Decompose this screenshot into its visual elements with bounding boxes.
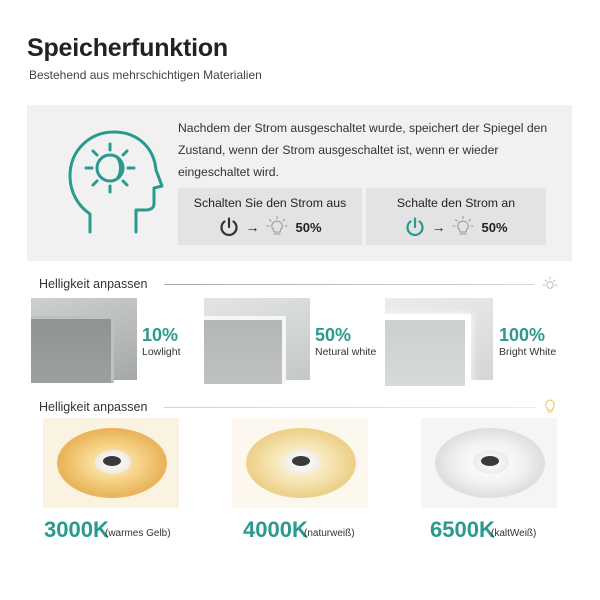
color-temp-label: Helligkeit anpassen bbox=[39, 400, 148, 414]
bulb-icon bbox=[450, 216, 476, 238]
head-sun-moon-icon bbox=[50, 120, 168, 238]
brightness-name-lowlight: Lowlight bbox=[142, 346, 181, 358]
color-temp-value-6500k: 6500K bbox=[430, 517, 495, 542]
page-title: Speicherfunktion bbox=[27, 34, 228, 62]
brightness-image-lowlight bbox=[31, 298, 137, 380]
color-temp-value-3000k: 3000K bbox=[44, 517, 109, 542]
brightness-label: Helligkeit anpassen bbox=[39, 277, 148, 291]
color-temp-rule bbox=[164, 407, 536, 408]
power-off-value: 50% bbox=[295, 219, 322, 235]
brightness-value-10: 10% bbox=[142, 325, 179, 345]
brightness-name-neutral: Netural white bbox=[315, 346, 377, 358]
brightness-value-50: 50% bbox=[315, 325, 352, 345]
power-on-value: 50% bbox=[481, 219, 508, 235]
power-on-label: Schalte den Strom an bbox=[396, 196, 516, 210]
power-off-card bbox=[178, 188, 362, 245]
color-temp-name-warm: (warmes Gelb) bbox=[105, 528, 171, 539]
brightness-value-100: 100% bbox=[499, 325, 546, 345]
led-strip-image-warm bbox=[43, 418, 179, 508]
power-icon bbox=[404, 216, 426, 238]
sun-small-icon bbox=[541, 276, 559, 292]
bulb-small-icon bbox=[542, 397, 558, 415]
led-strip-image-neutral bbox=[232, 418, 368, 508]
page-subtitle: Bestehend aus mehrschichtigen Materialien bbox=[29, 68, 262, 82]
arrow-icon: → bbox=[245, 219, 260, 235]
brightness-image-neutral bbox=[204, 298, 310, 380]
power-off-label: Schalten Sie den Strom aus bbox=[193, 196, 347, 210]
color-temp-name-cold: (kaltWeiß) bbox=[491, 528, 537, 539]
color-temp-value-4000k: 4000K bbox=[243, 517, 308, 542]
brightness-image-bright bbox=[385, 298, 493, 380]
memory-description: Nachdem der Strom ausgeschaltet wurde, speichert der Spiegel den Zustand, wenn der Strom ausgeschaltet ist, wenn er wieder eingeschaltet wird. bbox=[178, 121, 548, 179]
brightness-name-bright: Bright White bbox=[499, 346, 557, 358]
arrow-icon: → bbox=[431, 219, 446, 235]
brightness-rule bbox=[164, 284, 534, 285]
power-icon bbox=[218, 216, 240, 238]
power-on-card bbox=[366, 188, 546, 245]
color-temp-name-neutral: (naturweiß) bbox=[304, 528, 355, 539]
bulb-icon bbox=[264, 216, 290, 238]
led-strip-image-cold bbox=[421, 418, 557, 508]
